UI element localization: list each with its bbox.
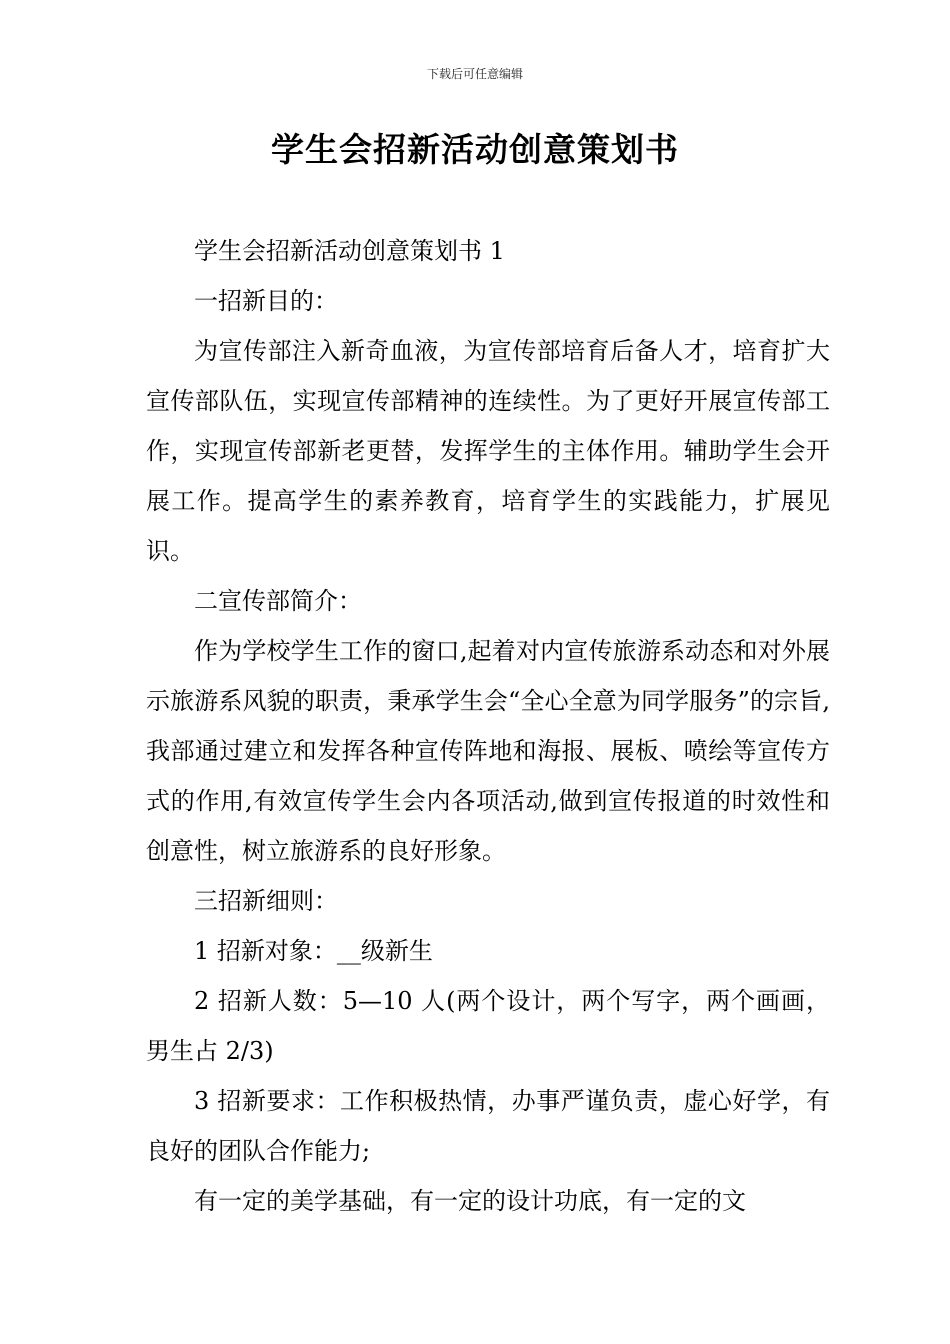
paragraph-purpose: 为宣传部注入新奇血液，为宣传部培育后备人才，培育扩大宣传部队伍，实现宣传部精神的连续性。为了更好开展宣传部工作，实现宣传部新老更替，发挥学生的主体作用。辅助学生会开展工作。提高学生的素养教育，培育学生的实践能力，扩展见识。 xyxy=(146,337,830,565)
document-title: 学生会招新活动创意策划书 xyxy=(271,130,679,169)
rule-item-count: 2 招新人数：5—10 人(两个设计，两个写字，两个画画，男生占 2/3) xyxy=(146,987,830,1065)
paragraph-requirements-continued: 有一定的美学基础，有一定的设计功底，有一定的文 xyxy=(194,1187,746,1215)
section-heading-intro: 二宣传部简介： xyxy=(194,587,362,615)
document-body xyxy=(146,226,830,1226)
rule-item-requirements: 3 招新要求：工作积极热情，办事严谨负责，虚心好学，有良好的团队合作能力; xyxy=(146,1087,830,1165)
section-subtitle: 学生会招新活动创意策划书 1 xyxy=(194,237,505,265)
rule-item-target: 1 招新对象：__级新生 xyxy=(194,937,433,965)
section-heading-rules: 三招新细则： xyxy=(194,887,338,915)
paragraph-intro: 作为学校学生工作的窗口,起着对内宣传旅游系动态和对外展示旅游系风貌的职责，秉承学生会“全心全意为同学服务”的宗旨,我部通过建立和发挥各种宣传阵地和海报、展板、喷绘等宣传方式的作用,有效宣传学生会内各项活动,做到宣传报道的时效性和创意性，树立旅游系的良好形象。 xyxy=(146,637,830,865)
section-heading-purpose: 一招新目的： xyxy=(194,287,338,315)
page-header-note: 下载后可任意编辑 xyxy=(426,67,523,81)
